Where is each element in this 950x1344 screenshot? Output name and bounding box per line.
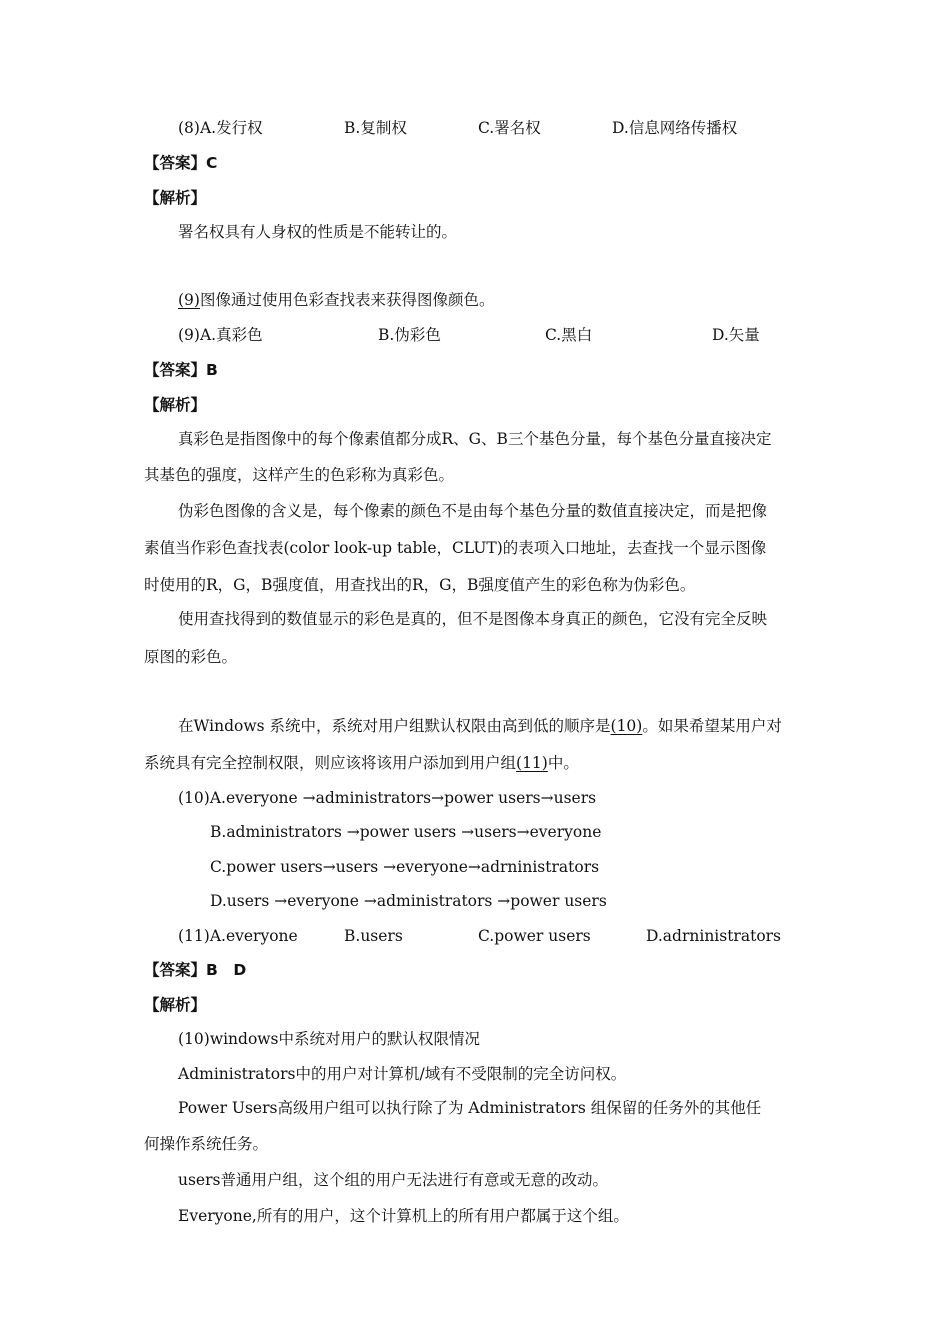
q10-option-a: (10)A.everyone →administrators→power users→users — [178, 789, 597, 807]
q11-stem-part-a: 系统具有完全控制权限，则应该将该用户添加到用户组 — [144, 754, 517, 772]
q10-stem-line1 — [178, 716, 782, 736]
q10-analysis-line3: Power Users高级用户组可以执行除了为 Administrators 组保留的任务外的其他任 — [178, 1099, 762, 1117]
q9-option-d: D.矢量 — [712, 326, 760, 344]
q8-option-a: (8)A.发行权 — [178, 119, 263, 137]
q10-stem-line2 — [144, 753, 579, 773]
q11-option-c: C.power users — [478, 927, 591, 945]
q11-option-d: D.adrninistrators — [646, 927, 782, 945]
q10-option-d: D.users →everyone →administrators →power users — [210, 892, 607, 910]
q8-option-b: B.复制权 — [344, 119, 407, 137]
q10-stem-part-b: 。如果希望某用户对 — [642, 717, 782, 735]
q8-analysis-text: 署名权具有人身权的性质是不能转让的。 — [178, 223, 458, 241]
q9-option-b: B.伪彩色 — [378, 326, 441, 344]
q9-answer: 【答案】B — [144, 361, 218, 379]
q9-analysis-p1-line1: 真彩色是指图像中的每个像素值都分成R、G、B三个基色分量，每个基色分量直接决定 — [178, 430, 772, 448]
q11-blank: (11) — [516, 754, 548, 772]
q9-stem — [178, 290, 494, 310]
q10-answer: 【答案】B D — [144, 961, 247, 979]
q9-stem-text: 图像通过使用色彩查找表来获得图像颜色。 — [199, 291, 495, 309]
q10-analysis-line1: (10)windows中系统对用户的默认权限情况 — [178, 1030, 481, 1048]
q9-analysis-p3-line2: 原图的彩色。 — [144, 648, 238, 666]
q10-stem-part-a: 在Windows 系统中，系统对用户组默认权限由高到低的顺序是 — [178, 717, 611, 735]
q10-analysis-line2: Administrators中的用户对计算机/域有不受限制的完全访问权。 — [178, 1065, 627, 1083]
q9-option-a: (9)A.真彩色 — [178, 326, 263, 344]
q11-stem-part-b: 中。 — [547, 754, 579, 772]
q10-analysis-line3-cont: 何操作系统任务。 — [144, 1135, 269, 1153]
q10-analysis-label: 【解析】 — [144, 996, 207, 1014]
q10-blank: (10) — [610, 717, 643, 735]
q11-option-b: B.users — [344, 927, 403, 945]
q9-analysis-p3-line1: 使用查找得到的数值显示的彩色是真的，但不是图像本身真正的颜色，它没有完全反映 — [178, 610, 768, 628]
q10-analysis-line5: Everyone,所有的用户，这个计算机上的所有用户都属于这个组。 — [178, 1207, 629, 1225]
q8-answer: 【答案】C — [144, 154, 218, 172]
q9-blank: (9) — [178, 291, 200, 309]
q9-analysis-p2-line1: 伪彩色图像的含义是，每个像素的颜色不是由每个基色分量的数值直接决定，而是把像 — [178, 502, 768, 520]
q9-analysis-p2-line3: 时使用的R，G，B强度值，用查找出的R，G，B强度值产生的彩色称为伪彩色。 — [144, 576, 696, 594]
q8-option-d: D.信息网络传播权 — [612, 119, 738, 137]
q9-option-c: C.黑白 — [545, 326, 593, 344]
q8-analysis-label: 【解析】 — [144, 189, 207, 207]
q8-option-c: C.署名权 — [478, 119, 541, 137]
q10-option-c: C.power users→users →everyone→adrninistrators — [210, 858, 600, 876]
q11-option-a: (11)A.everyone — [178, 927, 298, 945]
q10-option-b: B.administrators →power users →users→everyone — [210, 823, 602, 841]
q9-analysis-label: 【解析】 — [144, 396, 207, 414]
q9-analysis-p2-line2: 素值当作彩色查找表(color look-up table，CLUT)的表项入口地址，去查找一个显示图像 — [144, 539, 767, 557]
q9-analysis-p1-line2: 其基色的强度，这样产生的色彩称为真彩色。 — [144, 466, 455, 484]
q10-analysis-line4: users普通用户组，这个组的用户无法进行有意或无意的改动。 — [178, 1171, 608, 1189]
